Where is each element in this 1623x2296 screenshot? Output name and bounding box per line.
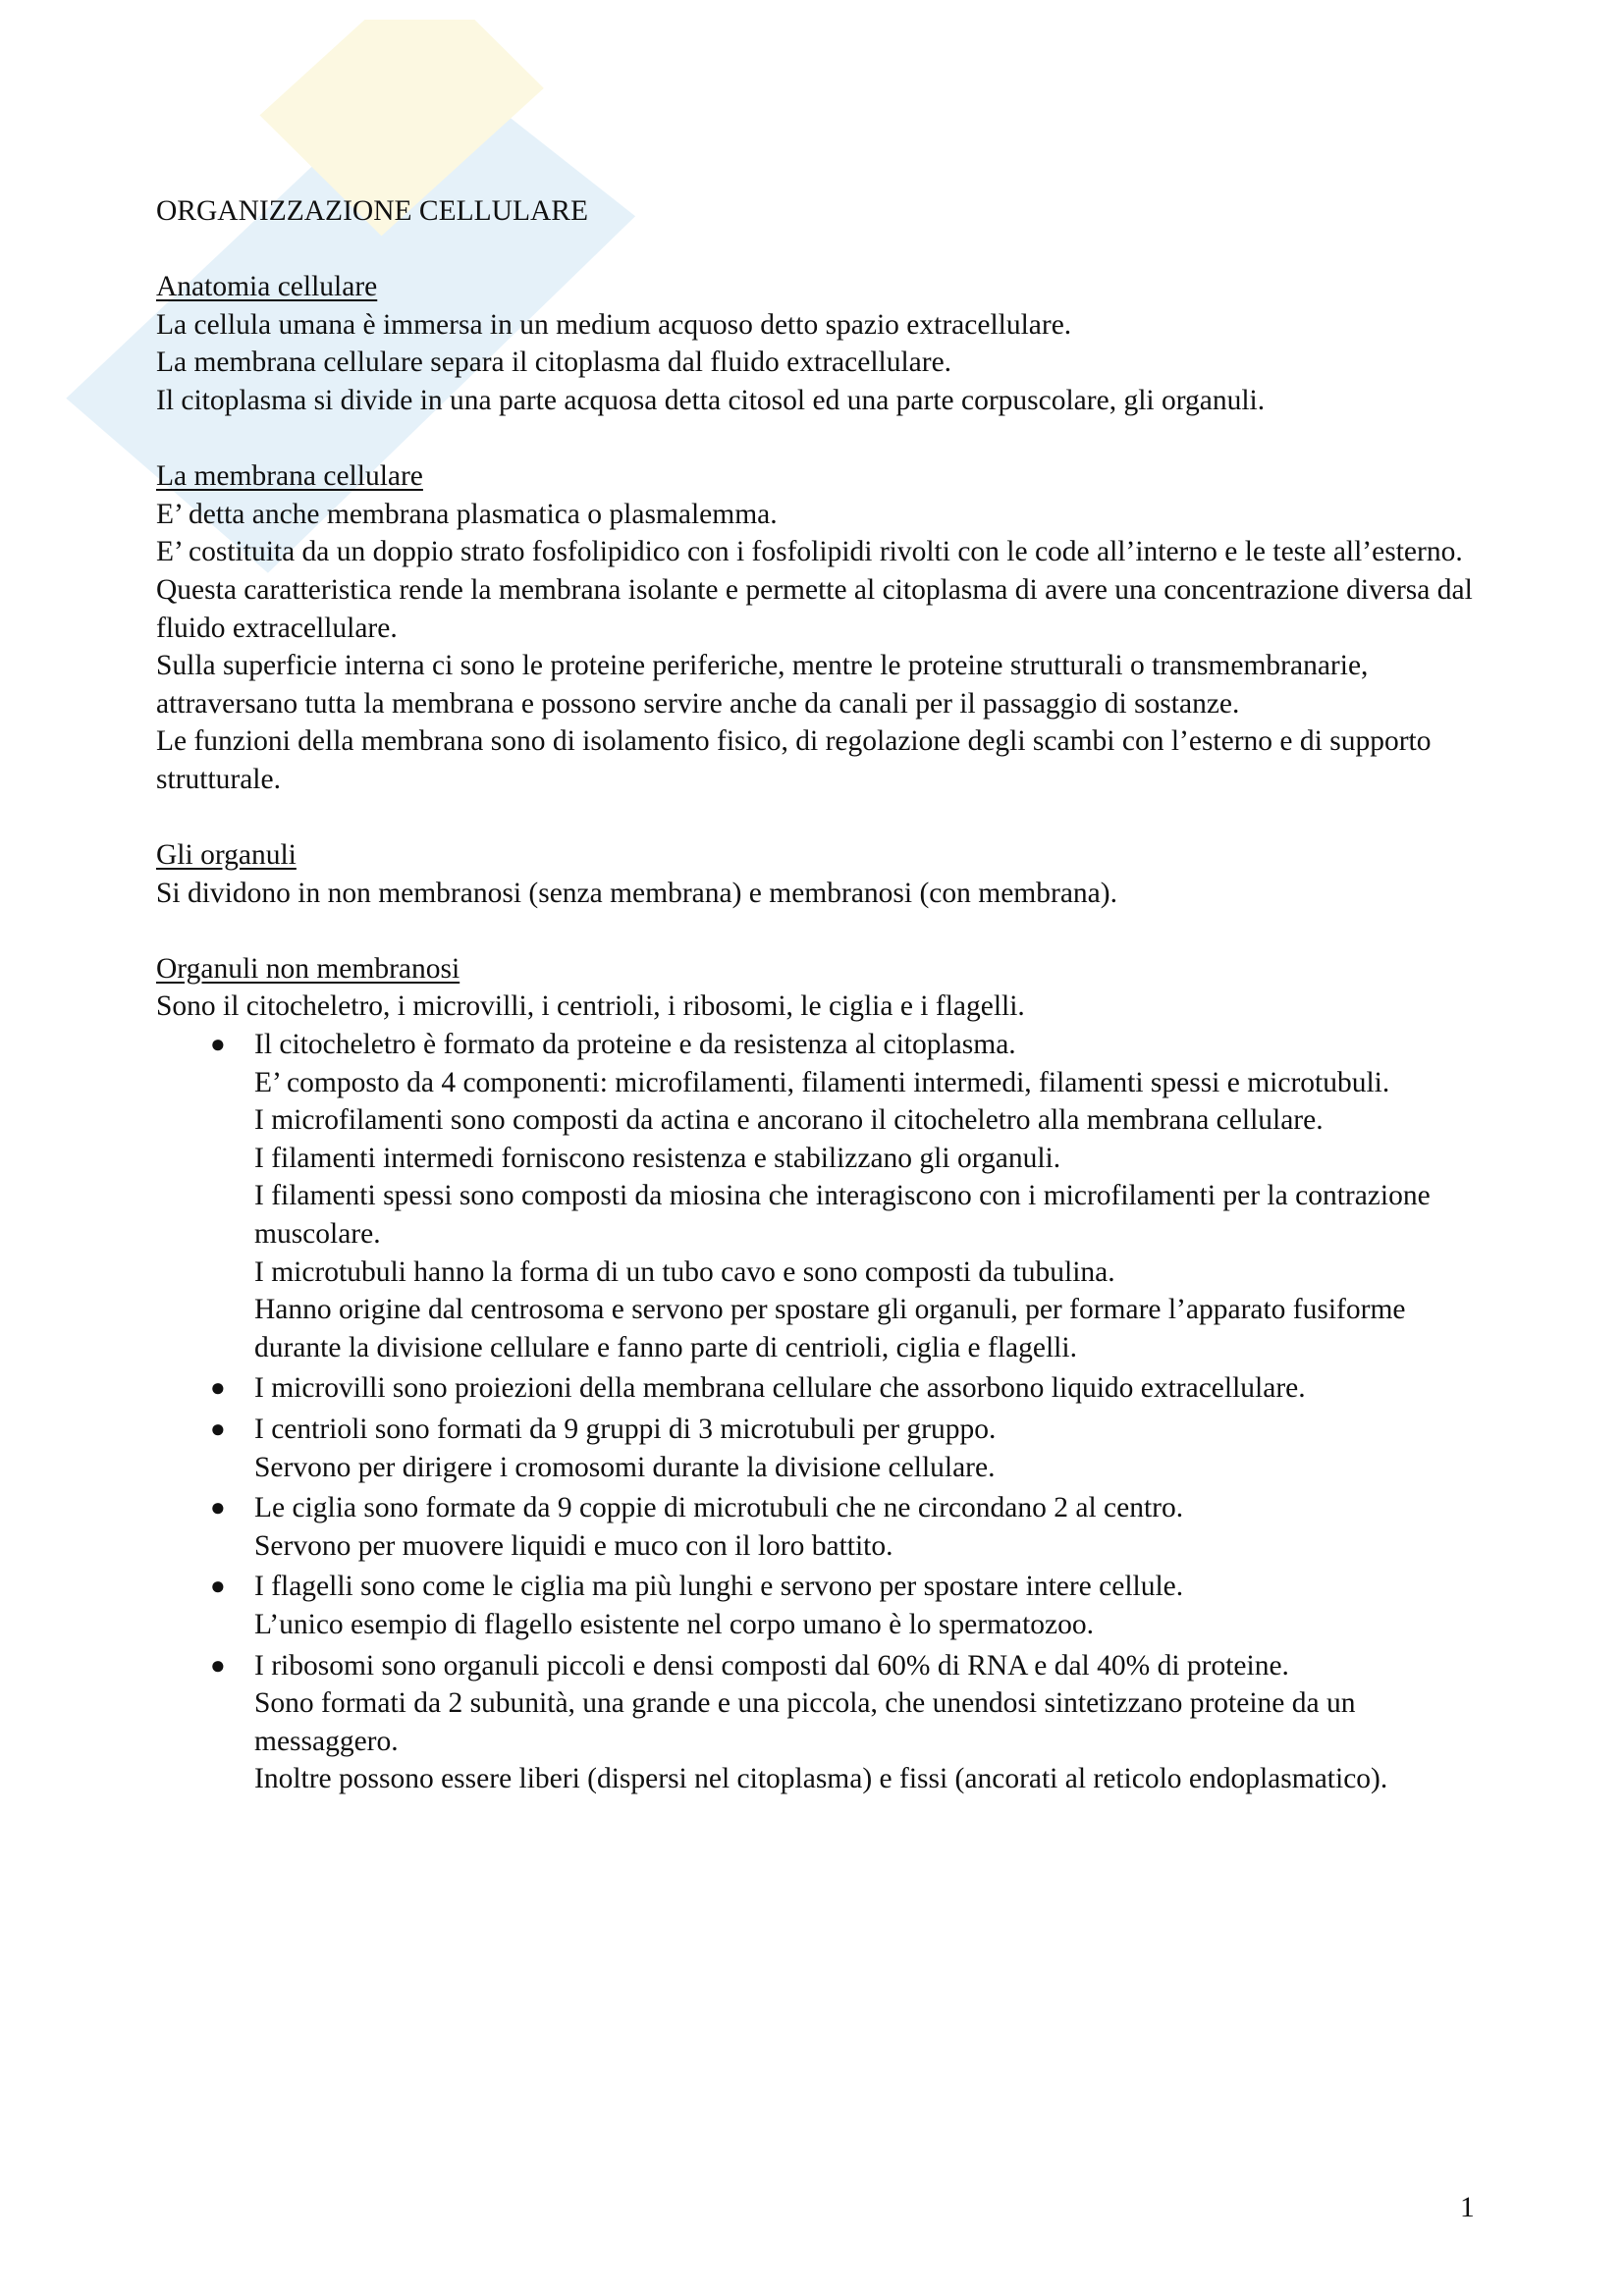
section-organuli [156,836,1477,912]
paragraph: Sulla superficie interna ci sono le proteine periferiche, mentre le proteine strutturali o transmembranarie, attraversano tutta la membrana e possono servire anche da canali per il passaggio di sostanze. [156,650,1369,720]
list-item [156,1369,1477,1408]
bullet-icon: ● [210,1030,226,1059]
list-item-line: I filamenti spessi sono composti da miosina che interagiscono con i microfilamenti per la contrazione muscolare. [254,1180,1431,1251]
bullet-icon: ● [210,1373,226,1403]
paragraph: La membrana cellulare separa il citoplasma dal fluido extracellulare. [156,347,952,379]
list-item-line: Hanno origine dal centrosoma e servono per spostare gli organuli, per formare l’apparato fusiforme durante la divisione cellulare e fanno parte di centrioli, ciglia e flagelli. [254,1294,1406,1363]
list-item-line: Inoltre possono essere liberi (dispersi nel citoplasma) e fissi (ancorati al reticolo endoplasmatico). [254,1763,1388,1795]
paragraph: La cellula umana è immersa in un medium acquoso detto spazio extracellulare. [156,308,1072,341]
list-item [156,1568,1477,1643]
list-item-line: Le ciglia sono formate da 9 coppie di microtubuli che ne circondano 2 al centro. [254,1492,1184,1524]
list-item-line: Il citocheletro è formato da proteine e da resistenza al citoplasma. [254,1029,1016,1061]
list-item [156,1647,1477,1798]
bullet-icon: ● [210,1650,226,1680]
list-item-line: I microfilamenti sono composti da actina e ancorano il citocheletro alla membrana cellulare. [254,1104,1324,1137]
section-organuli-non-membranosi [156,950,1477,1026]
paragraph: Sono il citocheletro, i microvilli, i centrioli, i ribosomi, le ciglia e i flagelli. [156,990,1025,1023]
paragraph: E’ costituita da un doppio strato fosfolipidico con i fosfolipidi rivolti con le code all’interno e le teste all’esterno. [156,536,1463,568]
list-item [156,1489,1477,1565]
list-item-line: I microvilli sono proiezioni della membrana cellulare che assorbono liquido extracellulare. [254,1372,1306,1405]
list-item [156,1026,1477,1366]
bullet-icon: ● [210,1493,226,1522]
section-heading: La membrana cellulare [156,460,423,493]
list-item-line: Servono per muovere liquidi e muco con il loro battito. [254,1529,893,1562]
list-item-line: L’unico esempio di flagello esistente nel corpo umano è lo spermatozoo. [254,1608,1094,1640]
list-item-line: E’ composto da 4 componenti: microfilamenti, filamenti intermedi, filamenti spessi e microtubuli. [254,1066,1390,1098]
list-item [156,1411,1477,1486]
organuli-bullet-list [156,1026,1477,1798]
list-item-line: Servono per dirigere i cromosomi durante la divisione cellulare. [254,1451,996,1483]
list-item-line: Sono formati da 2 subunità, una grande e una piccola, che unendosi sintetizzano proteine da un messaggero. [254,1687,1356,1757]
document-title: ORGANIZZAZIONE CELLULARE [156,195,588,227]
paragraph: Questa caratteristica rende la membrana isolante e permette al citoplasma di avere una concentrazione diversa dal fluido extracellulare. [156,573,1473,644]
list-item-line: I centrioli sono formati da 9 gruppi di 3 microtubuli per gruppo. [254,1414,997,1445]
document-page [156,192,1477,1801]
section-anatomia [156,268,1477,419]
list-item-line: I filamenti intermedi forniscono resistenza e stabilizzano gli organuli. [254,1142,1061,1174]
section-heading: Gli organuli [156,839,297,872]
bullet-icon: ● [210,1415,226,1443]
section-heading: Organuli non membranosi [156,952,460,985]
paragraph: E’ detta anche membrana plasmatica o plasmalemma. [156,498,778,530]
page-number: 1 [1460,2192,1475,2223]
paragraph: Le funzioni della membrana sono di isolamento fisico, di regolazione degli scambi con l’esterno e di supporto strutturale. [156,725,1432,795]
section-heading: Anatomia cellulare [156,271,378,303]
list-item-line: I ribosomi sono organuli piccoli e densi composti dal 60% di RNA e dal 40% di proteine. [254,1649,1289,1682]
list-item-line: I flagelli sono come le ciglia ma più lunghi e servono per spostare intere cellule. [254,1571,1184,1603]
bullet-icon: ● [210,1572,226,1601]
section-membrana [156,457,1477,798]
paragraph: Il citoplasma si divide in una parte acquosa detta citosol ed una parte corpuscolare, gli organuli. [156,384,1266,416]
paragraph: Si dividono in non membranosi (senza membrana) e membranosi (con membrana). [156,877,1117,909]
list-item-line: I microtubuli hanno la forma di un tubo cavo e sono composti da tubulina. [254,1255,1115,1288]
